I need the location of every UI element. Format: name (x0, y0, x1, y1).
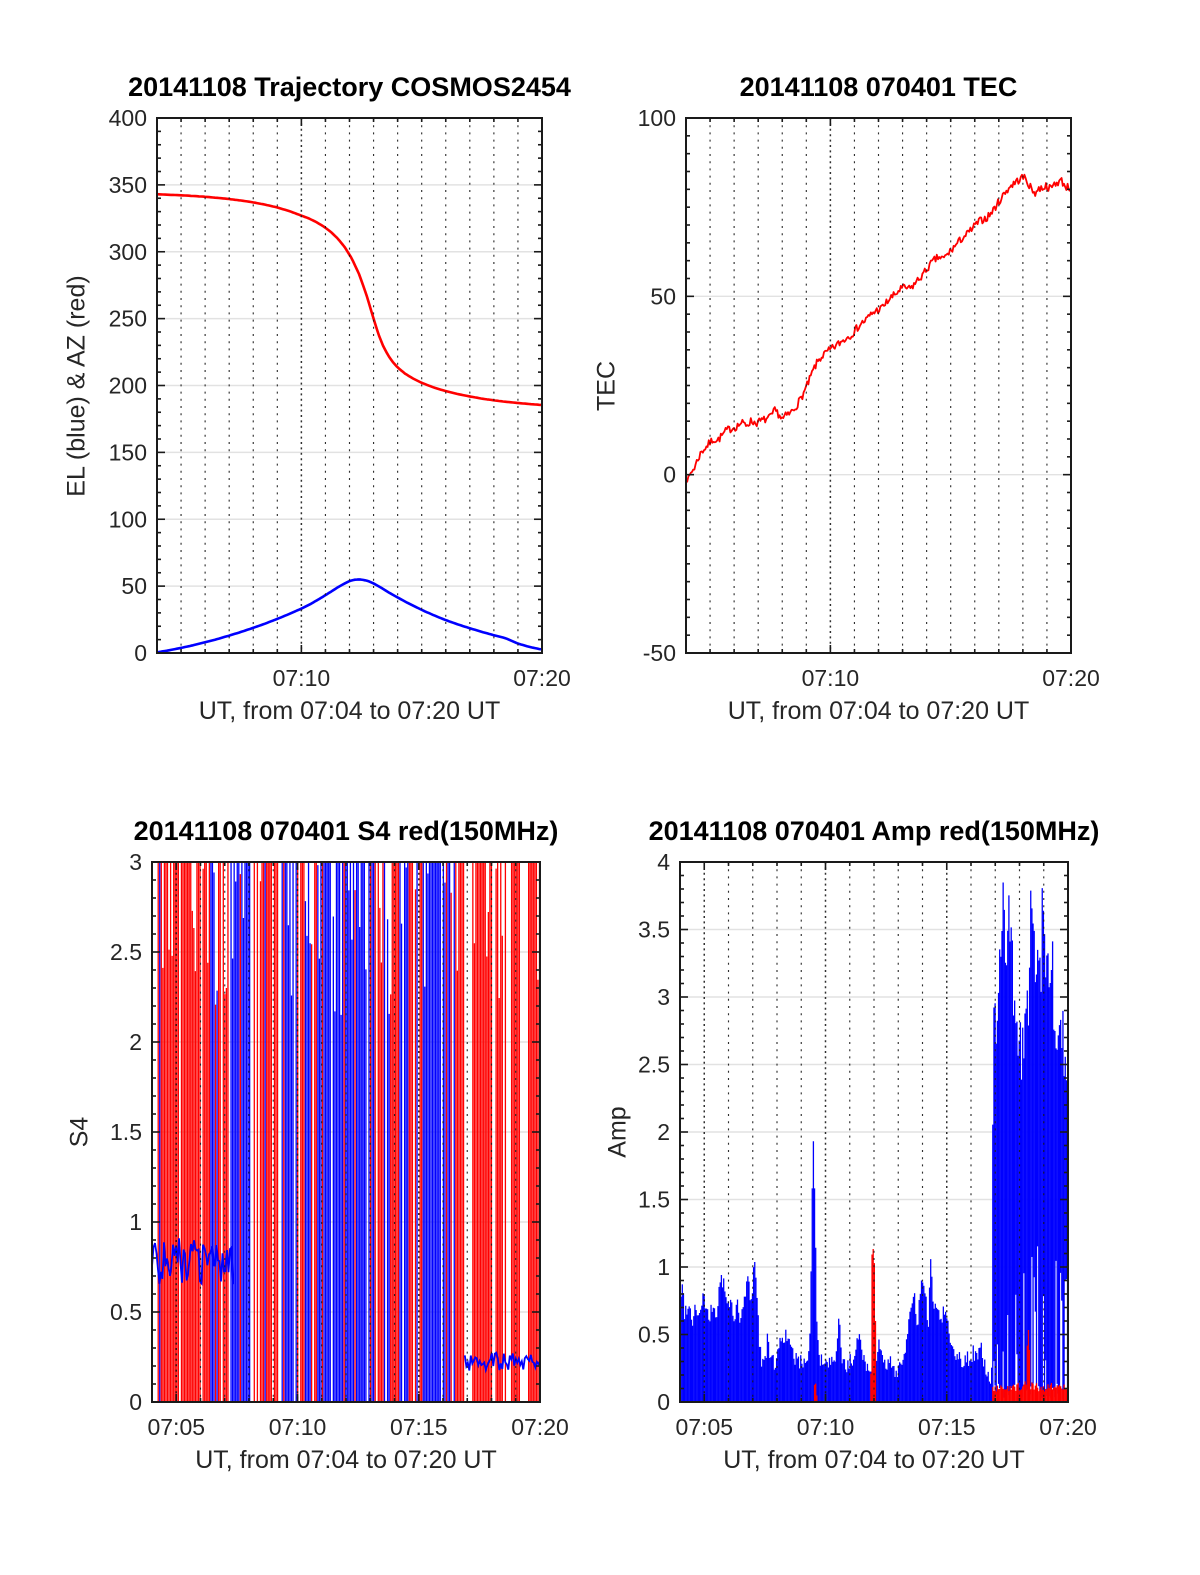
y-tick-label: 400 (108, 105, 147, 131)
x-tick-label: 07:10 (268, 1414, 327, 1440)
panel-amp-plot (638, 849, 1097, 1440)
panel-s4-xlabel: UT, from 07:04 to 07:20 UT (195, 1446, 497, 1474)
y-tick-label: 4 (657, 849, 670, 875)
x-tick-label: 07:15 (917, 1414, 976, 1440)
y-tick-label: 0 (134, 640, 147, 666)
panel-trajectory-plot (108, 105, 571, 691)
y-tick-label: 100 (637, 105, 676, 131)
y-tick-label: 250 (108, 305, 147, 332)
panel-amp-xlabel: UT, from 07:04 to 07:20 UT (723, 1446, 1025, 1474)
x-tick-label: 07:15 (389, 1414, 448, 1440)
y-tick-label: 0.5 (110, 1299, 142, 1325)
x-tick-label: 07:20 (513, 665, 571, 691)
y-tick-label: 2.5 (110, 939, 142, 965)
x-tick-label: 07:05 (675, 1414, 734, 1440)
panel-tec-xlabel: UT, from 07:04 to 07:20 UT (727, 697, 1030, 725)
x-tick-label: 07:05 (147, 1414, 206, 1440)
y-tick-label: 350 (108, 171, 147, 198)
y-tick-label: 150 (108, 439, 147, 466)
y-tick-label: 0 (663, 461, 676, 488)
panel-s4-title: 20141108 070401 S4 red(150MHz) (133, 816, 559, 846)
y-tick-label: 200 (108, 372, 147, 399)
y-tick-label: 3 (657, 984, 670, 1010)
panel-tec-title: 20141108 070401 TEC (739, 72, 1018, 102)
x-tick-label: 07:20 (511, 1414, 569, 1440)
y-tick-label: -50 (642, 640, 676, 666)
x-tick-label: 07:10 (801, 665, 860, 691)
y-tick-label: 2.5 (638, 1051, 670, 1078)
y-tick-label: 1.5 (110, 1119, 142, 1145)
y-tick-label: 2 (657, 1119, 670, 1145)
panel-trajectory-xlabel: UT, from 07:04 to 07:20 UT (198, 697, 501, 725)
panel-trajectory-ylabel: EL (blue) & AZ (red) (62, 274, 91, 497)
panel-tec-ylabel: TEC (592, 360, 621, 411)
y-tick-label: 2 (129, 1029, 142, 1055)
y-tick-label: 50 (121, 573, 147, 600)
x-tick-label: 07:10 (796, 1414, 855, 1440)
panel-amp-title: 20141108 070401 Amp red(150MHz) (648, 816, 1100, 846)
panel-s4-ylabel: S4 (65, 1116, 94, 1148)
y-tick-label: 3.5 (638, 916, 670, 943)
y-tick-label: 50 (650, 283, 676, 310)
x-tick-label: 07:20 (1042, 665, 1100, 691)
panel-trajectory-title: 20141108 Trajectory COSMOS2454 (128, 72, 571, 102)
y-tick-label: 100 (108, 506, 147, 533)
y-tick-label: 0 (657, 1389, 670, 1415)
y-tick-label: 1.5 (638, 1186, 670, 1213)
y-tick-label: 1 (129, 1209, 142, 1235)
y-tick-label: 0.5 (638, 1321, 670, 1348)
y-tick-label: 300 (108, 238, 147, 265)
y-tick-label: 1 (657, 1254, 670, 1280)
x-gridlines (710, 118, 1047, 653)
y-tick-label: 3 (129, 849, 142, 875)
x-tick-label: 07:10 (272, 665, 331, 691)
y-tick-label: 0 (129, 1389, 142, 1415)
panel-s4-plot (110, 849, 569, 1440)
panel-tec-plot (637, 105, 1100, 691)
x-tick-label: 07:20 (1039, 1414, 1097, 1440)
panel-amp-ylabel: Amp (603, 1106, 632, 1158)
